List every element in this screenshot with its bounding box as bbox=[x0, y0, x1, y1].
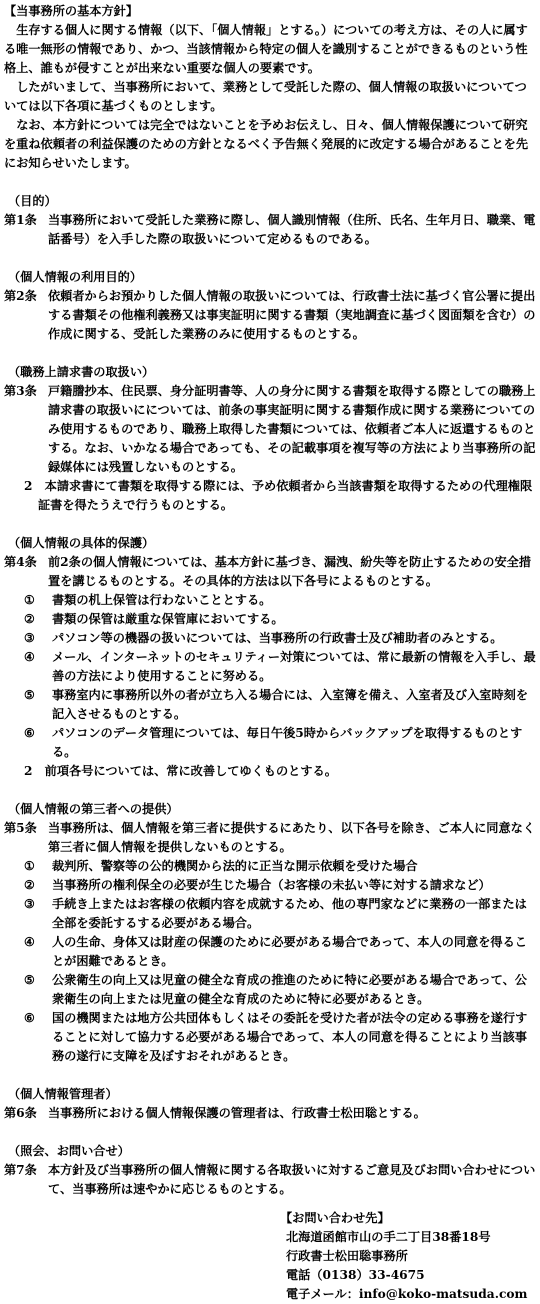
article-text: 戸籍謄抄本、住民票、身分証明書等、人の身分に関する書類を取得する際としての職務上請求書の取扱いにについては、前条の事実証明に関する書類作成に関する業務についてのみ使用するものであり、職務上取得した書類については、依頼者ご本人に返還するものとする。なお、いかなる場合であっても、その記載事項を複写等の方法により当事務所の記録媒体には残置しないものとする。 bbox=[48, 384, 536, 474]
article-number: 第4条 bbox=[4, 555, 37, 569]
item-text: 書類の保管は厳重な保管庫においてする。 bbox=[52, 612, 284, 626]
item-text: 事務室内に事務所以外の者が立ち入る場合には、入室簿を備え、入室者及び入室時刻を記入させるものとする。 bbox=[52, 688, 529, 721]
item-text: パソコンのデータ管理については、毎日午後5時からバックアップを取得するものとする。 bbox=[52, 726, 523, 759]
contact-email: 電子メール：info@koko-matsuda.com bbox=[286, 1287, 528, 1301]
article-body bbox=[4, 211, 536, 249]
article-text: 当事務所は、個人情報を第三者に提供するにあたり、以下各号を除き、ご本人に同意なく第三者に個人情報を提供しないものとする。 bbox=[48, 821, 536, 854]
contact-office-name: 行政書士松田聡事務所 bbox=[286, 1249, 408, 1263]
article-heading: （個人情報の利用目的） bbox=[8, 270, 143, 284]
item-marker: ④ bbox=[24, 650, 35, 664]
article-number: 第5条 bbox=[4, 821, 37, 835]
article-number: 第3条 bbox=[4, 384, 37, 398]
article-heading: （照会、お問い合せ） bbox=[8, 1144, 130, 1158]
article-text: 依頼者からお預かりした個人情報の取扱いについては、行政書士法に基づく官公署に提出する書類その他権利義務又は事実証明に関する書類（実地調査に基づく図面類を含む）の作成に関する、受託した業務のみに使用するものとする。 bbox=[48, 289, 536, 341]
article-number: 第1条 bbox=[4, 213, 37, 227]
item-marker: ⑤ bbox=[24, 973, 35, 987]
article-heading: （職務上請求書の取扱い） bbox=[8, 365, 155, 379]
article-number: 第2条 bbox=[4, 289, 37, 303]
contact-heading: 【お問い合わせ先】 bbox=[280, 1211, 390, 1225]
article-heading: （個人情報の第三者への提供） bbox=[8, 802, 179, 816]
article-3 bbox=[4, 344, 536, 515]
article-2 bbox=[4, 249, 536, 344]
article-6 bbox=[4, 1066, 536, 1123]
article-item bbox=[4, 933, 536, 971]
article-text: 当事務所において受託した業務に際し、個人識別情報（住所、氏名、生年月日、職業、電話番号）を入手した際の取扱いについて定めるものである。 bbox=[48, 213, 536, 246]
item-marker: ③ bbox=[24, 897, 35, 911]
section-spacer bbox=[4, 515, 536, 534]
basic-policy-paragraph-2: したがいまして、当事務所において、業務として受託した際の、個人情報の取扱いについてついては以下各項に基づくものとします。 bbox=[4, 80, 527, 113]
article-text: 当事務所における個人情報保護の管理者は、行政書士松田聡とする。 bbox=[48, 1106, 426, 1120]
item-text: 裁判所、警察等の公的機関から法的に正当な開示依頼を受けた場合 bbox=[52, 859, 418, 873]
article-heading: （目的） bbox=[8, 194, 57, 208]
section-spacer bbox=[4, 1066, 536, 1085]
article-paragraph: 2 本請求書にて書類を取得する際には、予め依頼者から当該書類を取得するための代理権限証書を得たうえで行うものとする。 bbox=[24, 479, 533, 512]
article-item bbox=[4, 648, 536, 686]
item-text: 公衆衛生の向上又は児童の健全な育成の推進のために特に必要がある場合であって、公衆衛生の向上または児童の健全な育成のために特に必要があるとき。 bbox=[52, 973, 527, 1006]
article-item bbox=[4, 724, 536, 762]
item-marker: ② bbox=[24, 878, 35, 892]
item-text: 当事務所の権利保全の必要が生じた場合（お客様の未払い等に対する請求など） bbox=[52, 878, 491, 892]
section-spacer bbox=[4, 1123, 536, 1142]
item-marker: ⑤ bbox=[24, 688, 35, 702]
basic-policy-heading: 【当事務所の基本方針】 bbox=[4, 4, 139, 18]
article-text: 前2条の個人情報については、基本方針に基づき、漏洩、紛失等を防止するための安全措置を講じるものとする。その具体的方法は以下各号によるものとする。 bbox=[48, 555, 532, 588]
item-text: 国の機関または地方公共団体もしくはその委託を受けた者が法令の定める事務を遂行することに対して協力する必要がある場合であって、本人の同意を得ることにより当該事務の遂行に支障を及ぼすおそれがあるとき。 bbox=[52, 1011, 528, 1063]
article-4 bbox=[4, 515, 536, 781]
article-number: 第6条 bbox=[4, 1106, 37, 1120]
item-marker: ④ bbox=[24, 935, 35, 949]
article-body bbox=[4, 287, 536, 344]
article-body bbox=[4, 553, 536, 591]
article-body bbox=[4, 382, 536, 477]
contact-block bbox=[4, 1209, 536, 1304]
article-item bbox=[4, 686, 536, 724]
item-marker: ① bbox=[24, 593, 35, 607]
section-spacer bbox=[4, 781, 536, 800]
article-5 bbox=[4, 781, 536, 1066]
item-text: パソコン等の機器の扱いについては、当事務所の行政書士及び補助者のみとする。 bbox=[52, 631, 503, 645]
article-item bbox=[4, 1009, 536, 1066]
article-item bbox=[4, 876, 536, 895]
article-body bbox=[4, 1104, 536, 1123]
item-text: 手続き上またはお客様の依頼内容を成就するため、他の専門家などに業務の一部または全部を委託するする必要がある場合。 bbox=[52, 897, 527, 930]
article-item bbox=[4, 971, 536, 1009]
item-text: メール、インターネットのセキュリティー対策については、常に最新の情報を入手し、最善の方法により使用することに努める。 bbox=[52, 650, 536, 683]
articles-section bbox=[4, 173, 536, 1199]
article-body bbox=[4, 819, 536, 857]
contact-phone: 電話（0138）33-4675 bbox=[286, 1268, 425, 1282]
section-spacer bbox=[4, 173, 536, 192]
item-marker: ③ bbox=[24, 631, 35, 645]
item-marker: ② bbox=[24, 612, 35, 626]
article-7 bbox=[4, 1123, 536, 1199]
basic-policy-paragraph-3: なお、本方針については完全ではないことを予めお伝えし、日々、個人情報保護について研究を重ね依頼者の利益保護のための方針となるべく予告無く発展的に改定する場合があることを先にお知らせいたします。 bbox=[4, 118, 529, 170]
article-text: 本方針及び当事務所の個人情報に関する各取扱いに対するご意見及びお問い合わせについて、当事務所は速やかに応じるものとする。 bbox=[48, 1163, 536, 1196]
article-paragraph: 2 前項各号については、常に改善してゆくものとする。 bbox=[24, 764, 337, 778]
article-item bbox=[4, 895, 536, 933]
article-1 bbox=[4, 173, 536, 249]
section-spacer bbox=[4, 344, 536, 363]
item-text: 人の生命、身体又は財産の保護のために必要がある場合であって、本人の同意を得ることが困難であるとき。 bbox=[52, 935, 527, 968]
item-marker: ⑥ bbox=[24, 1011, 35, 1025]
item-text: 書類の机上保管は行わないこととする。 bbox=[52, 593, 272, 607]
article-item bbox=[4, 591, 536, 610]
item-marker: ① bbox=[24, 859, 35, 873]
article-item bbox=[4, 857, 536, 876]
item-marker: ⑥ bbox=[24, 726, 35, 740]
article-heading: （個人情報の具体的保護） bbox=[8, 536, 155, 550]
basic-policy-paragraph-1: 生存する個人に関する情報（以下、「個人情報」とする。）についての考え方は、その人に属する唯一無形の情報であり、かつ、当該情報から特定の個人を識別することができるものという性格上、誰もが侵すことが出来ない重要な個人の要素です。 bbox=[4, 23, 528, 75]
contact-address: 北海道函館市山の手二丁目38番18号 bbox=[286, 1230, 491, 1244]
article-item bbox=[4, 629, 536, 648]
section-spacer bbox=[4, 249, 536, 268]
article-item bbox=[4, 610, 536, 629]
article-body bbox=[4, 1161, 536, 1199]
article-number: 第7条 bbox=[4, 1163, 37, 1177]
article-heading: （個人情報管理者） bbox=[8, 1087, 118, 1101]
